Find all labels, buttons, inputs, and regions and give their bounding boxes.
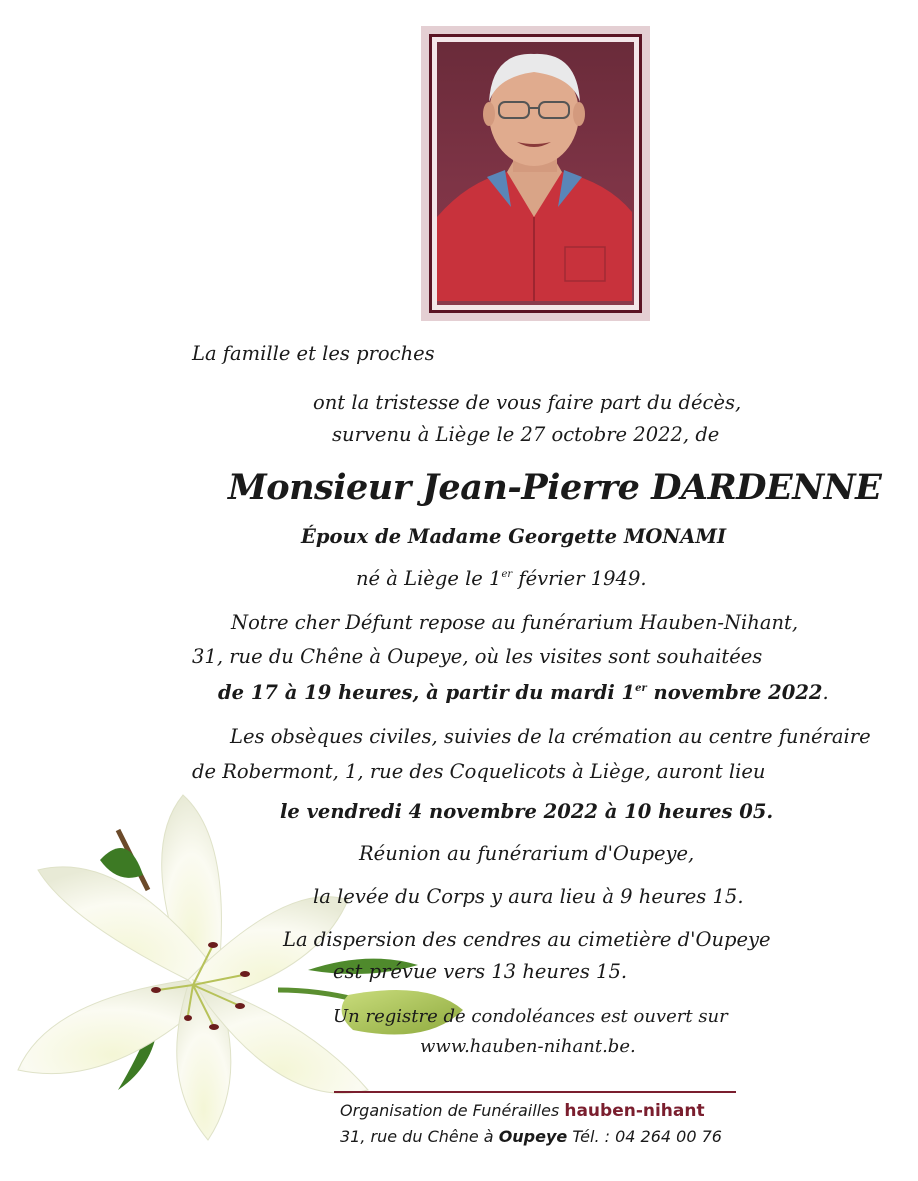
funeral-line-4: Réunion au funérarium d'Oupeye, — [359, 842, 695, 865]
condolences-website[interactable]: www.hauben-nihant.be. — [420, 1036, 636, 1057]
footer-address: 31, rue du Chêne à Oupeye Tél. : 04 264 00 76 — [340, 1127, 722, 1146]
visits-line-2: 31, rue du Chêne à Oupeye, où les visites sont souhaitées — [192, 645, 763, 668]
visits-hours: de 17 à 19 heures, à partir du mardi 1er novembre 2022. — [218, 681, 829, 704]
portrait-illustration — [437, 42, 632, 301]
intro-line-family: La famille et les proches — [192, 342, 435, 365]
portrait-photo — [437, 42, 634, 305]
footer-divider — [334, 1091, 736, 1093]
deceased-name: Monsieur Jean-Pierre DARDENNE — [228, 467, 882, 508]
intro-line-sadness: ont la tristesse de vous faire part du décès, — [313, 391, 742, 414]
funeral-line-1: Les obsèques civiles, suivies de la crémation au centre funéraire — [230, 725, 871, 748]
brand-logo-text: hauben-nihant — [564, 1101, 705, 1121]
funeral-line-6: La dispersion des cendres au cimetière d'Oupeye — [283, 928, 771, 951]
funeral-line-5: la levée du Corps y aura lieu à 9 heures 15. — [313, 885, 744, 908]
spouse-line: Époux de Madame Georgette MONAMI — [301, 525, 727, 548]
condolences-line: Un registre de condoléances est ouvert sur — [333, 1006, 728, 1027]
funeral-date: le vendredi 4 novembre 2022 à 10 heures 05. — [280, 800, 774, 823]
funeral-line-7: est prévue vers 13 heures 15. — [333, 960, 628, 983]
visits-line-1: Notre cher Défunt repose au funérarium Hauben-Nihant, — [231, 611, 799, 634]
birth-line: né à Liège le 1er février 1949. — [356, 567, 647, 590]
funeral-line-2: de Robermont, 1, rue des Coquelicots à Liège, auront lieu — [192, 760, 766, 783]
portrait-frame — [421, 26, 650, 321]
intro-line-date: survenu à Liège le 27 octobre 2022, de — [332, 423, 720, 446]
footer-organisation: Organisation de Funérailles hauben-nihant — [340, 1101, 705, 1121]
